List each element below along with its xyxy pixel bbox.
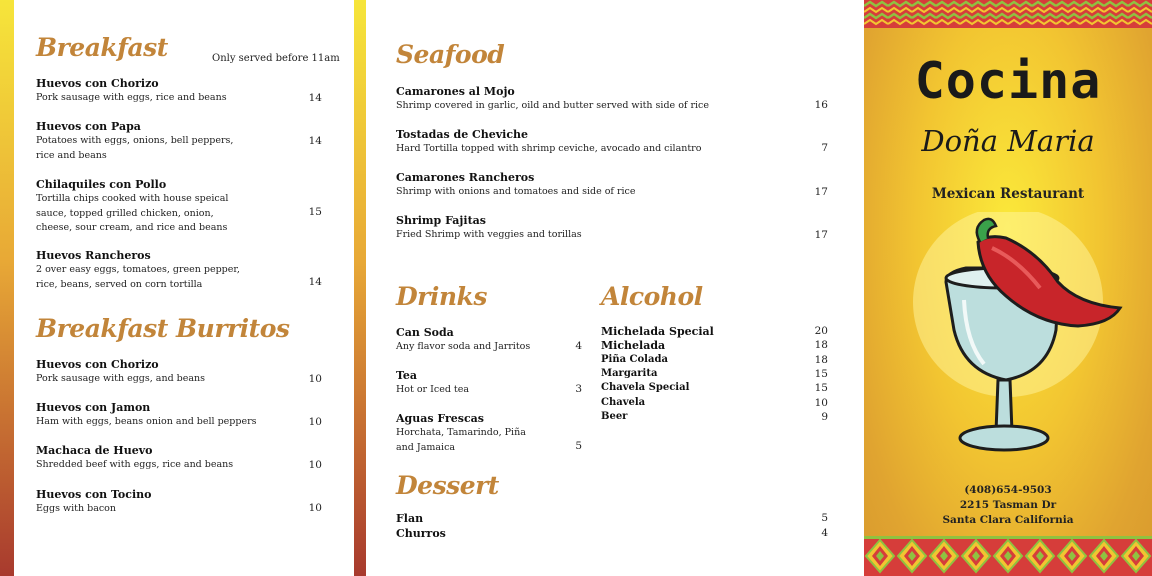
top-zigzag-border (864, 0, 1152, 28)
brand-name-dona-maria: Doña Maria (921, 124, 1095, 158)
alcohol-item-name: Michelada Special (601, 325, 714, 338)
item-name: Camarones al Mojo (396, 85, 515, 98)
alcohol-item-name: Margarita (601, 368, 658, 379)
item-name: Huevos con Papa (36, 120, 141, 133)
alcohol-item-name: Piña Colada (601, 354, 668, 365)
item-price: 15 (814, 368, 828, 380)
item-price: 5 (575, 440, 582, 452)
alcohol-item-name: Michelada (601, 339, 666, 352)
street-address: 2215 Tasman Dr (959, 499, 1057, 511)
item-name: Huevos con Jamon (36, 401, 151, 414)
item-name: Huevos Rancheros (36, 249, 151, 262)
left-gradient-border (0, 0, 14, 576)
menu-item (396, 213, 582, 243)
item-desc: Pork sausage with eggs, rice and beans (36, 92, 227, 103)
item-price: 9 (821, 411, 828, 423)
item-desc: Shredded beef with eggs, rice and beans (36, 459, 234, 470)
item-price: 10 (308, 459, 322, 471)
brand-name-cocina: Cocina (914, 52, 1102, 110)
menu-item (36, 443, 233, 473)
item-price: 18 (814, 339, 828, 351)
item-price: 10 (308, 502, 322, 514)
menu-item (396, 411, 526, 455)
item-name: Tostadas de Cheviche (396, 128, 529, 141)
item-desc: Fried Shrimp with veggies and torillas (396, 229, 582, 240)
item-price: 5 (821, 512, 828, 524)
item-name: Machaca de Huevo (36, 444, 153, 457)
item-desc: Pork sausage with eggs, and beans (36, 373, 206, 384)
section-title-burritos: Breakfast Burritos (36, 314, 290, 343)
item-price: 10 (308, 416, 322, 428)
item-desc: Ham with eggs, beans onion and bell peppers (36, 416, 257, 427)
item-desc: Shrimp covered in garlic, oild and butter served with side of rice (396, 100, 709, 111)
item-desc: sauce, topped grilled chicken, onion, (36, 207, 214, 219)
menu-item (36, 119, 233, 163)
alcohol-item-name: Chavela (601, 397, 646, 408)
city-state: Santa Clara California (942, 514, 1074, 526)
dessert-item-name: Churros (396, 527, 446, 540)
item-desc: Potatoes with eggs, onions, bell peppers, (36, 135, 234, 146)
item-desc: Hot or Iced tea (396, 384, 470, 395)
item-price: 4 (575, 340, 582, 352)
menu-item (36, 400, 257, 430)
menu-item (396, 127, 701, 157)
item-desc: Hard Tortilla topped with shrimp ceviche, avocado and cilantro (396, 143, 702, 154)
item-price: 20 (814, 325, 828, 337)
alcohol-item-name: Chavela Special (601, 382, 690, 393)
menu-item (396, 325, 530, 355)
item-name: Huevos con Chorizo (36, 77, 159, 90)
item-price: 7 (821, 142, 828, 154)
item-price: 14 (308, 135, 322, 147)
item-price: 10 (814, 397, 828, 409)
item-name: Chilaquiles con Pollo (36, 178, 167, 191)
section-title-seafood: Seafood (396, 40, 505, 69)
breakfast-note: Only served before 11am (212, 53, 340, 64)
item-price: 14 (308, 276, 322, 288)
menu-item (396, 368, 469, 398)
item-desc: Shrimp with onions and tomatoes and side of rice (396, 186, 636, 197)
item-desc: rice, beans, served on corn tortilla (36, 278, 203, 290)
item-desc: and Jamaica (396, 441, 456, 453)
item-price: 16 (814, 99, 828, 111)
menu-item (36, 357, 205, 387)
item-desc: rice and beans (36, 149, 107, 161)
wine-glass-pepper-illustration (888, 212, 1128, 472)
item-price: 17 (814, 186, 828, 198)
item-desc: 2 over easy eggs, tomatoes, green pepper, (36, 264, 240, 275)
item-price: 15 (308, 206, 322, 218)
bottom-diamond-border (864, 536, 1152, 576)
item-price: 10 (308, 373, 322, 385)
item-name: Shrimp Fajitas (396, 214, 486, 227)
item-price: 17 (814, 229, 828, 241)
phone-number: (408)654-9503 (964, 484, 1052, 496)
menu-item (36, 177, 228, 236)
item-desc: Any flavor soda and Jarritos (396, 341, 531, 352)
item-price: 3 (575, 383, 582, 395)
section-title-alcohol: Alcohol (601, 282, 703, 311)
item-price: 18 (814, 354, 828, 366)
section-title-breakfast: Breakfast (36, 33, 168, 62)
section-title-drinks: Drinks (396, 282, 487, 311)
panel-breakfast (14, 0, 354, 576)
item-name: Aguas Frescas (396, 412, 484, 425)
menu-item (36, 248, 240, 292)
item-price: 4 (821, 527, 828, 539)
menu-item (396, 170, 636, 200)
fold-divider (354, 0, 366, 576)
item-desc: Eggs with bacon (36, 503, 117, 514)
menu-item (36, 487, 151, 517)
item-desc: Tortilla chips cooked with house speical (36, 193, 229, 204)
item-price: 15 (814, 382, 828, 394)
tagline: Mexican Restaurant (931, 186, 1085, 202)
dessert-item-name: Flan (396, 512, 424, 525)
menu-item (36, 76, 227, 106)
panel-seafood-drinks (366, 0, 864, 576)
item-name: Tea (396, 369, 418, 382)
alcohol-item-name: Beer (601, 411, 628, 422)
item-name: Huevos con Tocino (36, 488, 152, 501)
item-name: Camarones Rancheros (396, 171, 535, 184)
menu-item (396, 84, 709, 114)
item-name: Can Soda (396, 326, 454, 339)
item-name: Huevos con Chorizo (36, 358, 159, 371)
item-price: 14 (308, 92, 322, 104)
item-desc: cheese, sour cream, and rice and beans (36, 222, 228, 233)
panel-cover (864, 0, 1152, 576)
section-title-dessert: Dessert (396, 471, 499, 500)
item-desc: Horchata, Tamarindo, Piña (396, 427, 526, 438)
